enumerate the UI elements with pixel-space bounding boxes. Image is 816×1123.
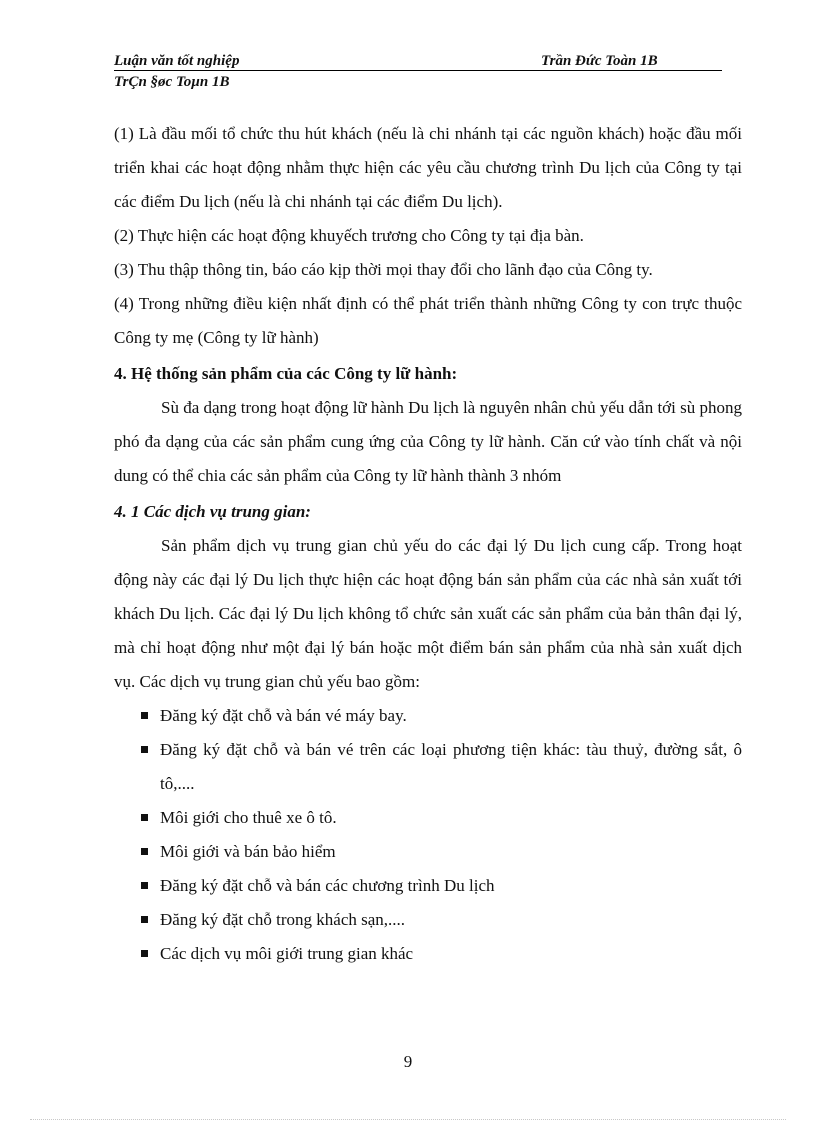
header-author-legacy-encoding: TrÇn §øc Toµn 1B [114, 74, 230, 90]
list-item: Đăng ký đặt chỗ và bán vé trên các loại phương tiện khác: tàu thuỷ, đường sắt, ô tô,.... [114, 733, 742, 801]
header-left-title: Luận văn tốt nghiệp [114, 53, 240, 69]
square-bullet-icon [141, 882, 148, 889]
list-item: Các dịch vụ môi giới trung gian khác [114, 937, 742, 971]
square-bullet-icon [141, 712, 148, 719]
square-bullet-icon [141, 848, 148, 855]
paragraph-1: (1) Là đầu mối tổ chức thu hút khách (nếu là chi nhánh tại các nguồn khách) hoặc đầu mối triển khai các hoạt động nhằm thực hiện các yêu cầu chương trình Du lịch của Công ty tại các điểm Du lịch (nếu là chi nhánh tại các điểm Du lịch). [114, 124, 742, 211]
header-author: Trần Đức Toàn 1B [541, 53, 658, 69]
square-bullet-icon [141, 916, 148, 923]
square-bullet-icon [141, 950, 148, 957]
paragraph-4: (4) Trong những điều kiện nhất định có thể phát triển thành những Công ty con trực thuộc Công ty mẹ (Công ty lữ hành) [114, 294, 742, 347]
paragraph-3: (3) Thu thập thông tin, báo cáo kịp thời mọi thay đổi cho lãnh đạo của Công ty. [114, 260, 653, 279]
list-item: Đăng ký đặt chỗ và bán các chương trình Du lịch [114, 869, 742, 903]
square-bullet-icon [141, 746, 148, 753]
list-item: Đăng ký đặt chỗ trong khách sạn,.... [114, 903, 742, 937]
list-item: Môi giới cho thuê xe ô tô. [114, 801, 742, 835]
section-heading-4: 4. Hệ thống sản phẩm của các Công ty lữ hành: [114, 364, 458, 383]
list-item: Đăng ký đặt chỗ và bán vé máy bay. [114, 699, 742, 733]
paragraph-6: Sản phẩm dịch vụ trung gian chủ yếu do các đại lý Du lịch cung cấp. Trong hoạt động này các đại lý Du lịch thực hiện các hoạt động bán sản phẩm của các nhà sản xuất tới khách Du lịch. Các đại lý Du lịch không tổ chức sản xuất các sản phẩm của bản thân đại lý, mà chỉ hoạt động như một đại lý bán hoặc một điểm bán sản phẩm của nhà sản xuất dịch vụ. Các dịch vụ trung gian chủ yếu bao gồm: [114, 536, 742, 691]
subsection-heading-4-1: 4. 1 Các dịch vụ trung gian: [114, 502, 311, 521]
square-bullet-icon [141, 814, 148, 821]
services-list [114, 699, 742, 971]
body-content [114, 117, 742, 971]
header-divider [114, 70, 722, 71]
paragraph-2: (2) Thực hiện các hoạt động khuyếch trương cho Công ty tại địa bàn. [114, 226, 584, 245]
list-item: Môi giới và bán bảo hiểm [114, 835, 742, 869]
paragraph-5: Sù đa dạng trong hoạt động lữ hành Du lịch là nguyên nhân chủ yếu dẫn tới sù phong phó đa dạng của các sản phẩm cung ứng của Công ty lữ hành. Căn cứ vào tính chất và nội dung có thể chia các sản phẩm của Công ty lữ hành thành 3 nhóm [114, 398, 742, 485]
footer-dotted-rule [30, 1119, 786, 1120]
page-number: 9 [403, 1052, 413, 1071]
